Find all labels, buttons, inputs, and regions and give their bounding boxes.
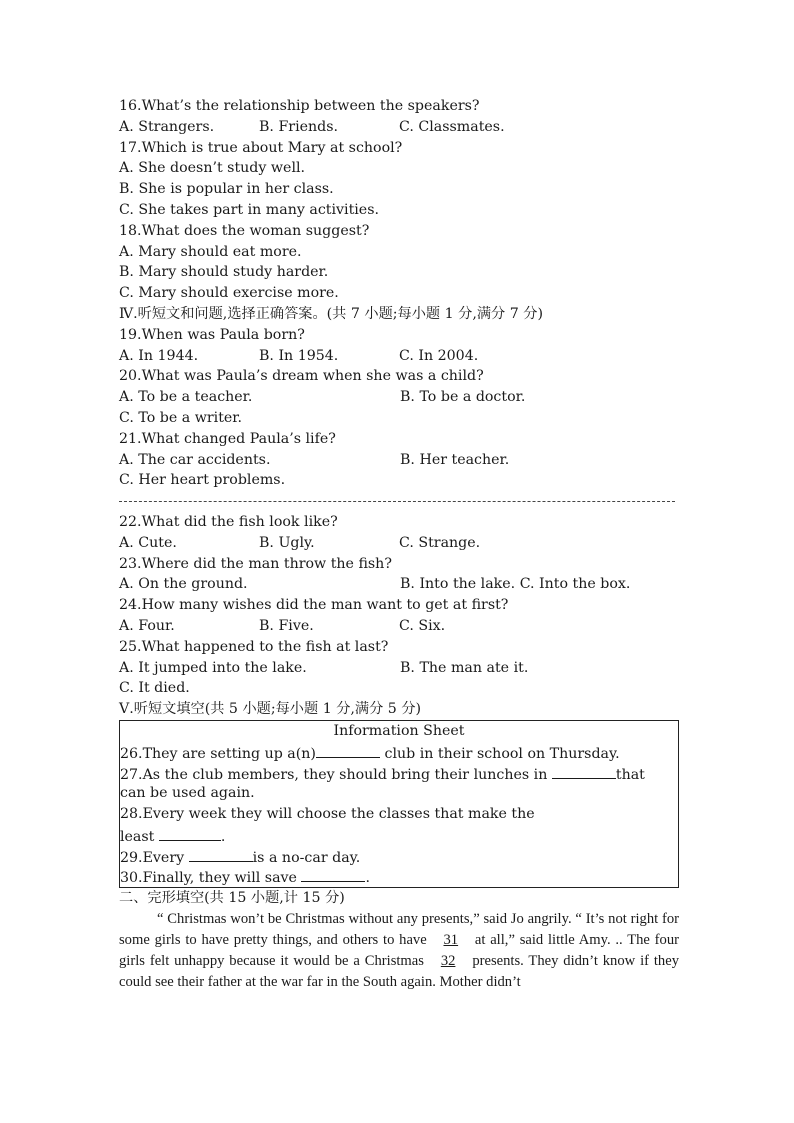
question-17-stem: 17.Which is true about Mary at school? [119,139,403,156]
information-sheet-box [119,720,679,888]
option-a: A. Strangers. [119,118,215,135]
question-27-continued: can be used again. [120,785,255,802]
question-16-stem: 16.What’s the relationship between the speakers? [119,98,480,114]
option-a: A. It jumped into the lake. [119,659,307,676]
option-b: B. In 1954. [259,347,339,364]
option-b: B. The man ate it. [400,659,529,676]
information-sheet-title: Information Sheet [333,722,465,739]
option-c: C. Classmates. [399,118,505,135]
question-22-stem: 22.What did the fish look like? [119,513,338,530]
option-b: B. To be a doctor. [400,389,526,406]
option-a: A. She doesn’t study well. [119,160,306,177]
section-4-heading: Ⅳ.听短文和问题,选择正确答案。(共 7 小题;每小题 1 分,满分 7 分) [119,305,544,322]
option-a: A. Four. [119,617,175,634]
option-a: A. The car accidents. [119,451,271,468]
question-16-options [119,117,679,138]
question-26: 26.They are setting up a(n) club in their school on Thursday. [120,742,678,763]
question-25-options [119,658,679,679]
question-20-stem: 20.What was Paula’s dream when she was a child? [119,368,484,385]
question-25-stem: 25.What happened to the fish at last? [119,638,389,655]
cloze-paragraph: “ Christmas won’t be Christmas without any presents,” said Jo angrily. “ It’s not right for some girls to have pretty things, and others to have 31 at all,” said little Amy. .. The four girls felt unhappy because it would be a Christmas 32 presents. They didn’t know if they could see their father at the war far in the South again. Mother didn’t [119,911,679,991]
question-19-options [119,346,679,367]
option-b: B. Five. [259,617,314,634]
option-b: B. She is popular in her class. [119,181,334,198]
option-c: C. It died. [119,680,190,697]
option-c: C. Mary should exercise more. [119,285,339,302]
option-a: A. To be a teacher. [119,389,253,406]
option-c: C. She takes part in many activities. [119,201,379,218]
option-b: B. Mary should study harder. [119,264,329,281]
question-23-options [119,574,679,595]
question-28-line-2: least . [120,825,678,846]
option-c: C. Her heart problems. [119,472,286,489]
answer-blank-30[interactable] [301,866,365,882]
question-29: 29.Every is a no-car day. [120,846,678,867]
option-a: A. In 1944. [119,347,199,364]
option-a: A. Cute. [119,534,177,551]
question-22-options [119,533,679,554]
cloze-blank-32[interactable]: 32 [440,953,456,970]
question-23-stem: 23.Where did the man throw the fish? [119,555,392,572]
answer-blank-26[interactable] [316,742,380,758]
question-20-options [119,387,679,408]
dashed-divider [119,491,679,512]
option-b: B. Her teacher. [400,451,510,468]
answer-blank-27[interactable] [552,763,616,779]
option-a: A. On the ground. [119,576,248,593]
cloze-passage [119,909,679,993]
question-28-line-1: 28.Every week they will choose the classes that make the [120,806,535,823]
option-c: C. Six. [399,617,446,634]
question-21-options [119,450,679,471]
question-24-stem: 24.How many wishes did the man want to get at first? [119,597,509,614]
option-b-c: B. Into the lake. C. Into the box. [400,576,631,593]
question-30: 30.Finally, they will save . [120,866,678,887]
answer-blank-28[interactable] [159,825,221,841]
part-2-heading: 二、完形填空(共 15 小题,计 15 分) [119,890,345,907]
answer-blank-29[interactable] [189,846,253,862]
question-21-stem: 21.What changed Paula’s life? [119,430,336,447]
cloze-blank-31[interactable]: 31 [443,932,459,949]
question-27: 27.As the club members, they should bring their lunches in that [120,763,678,784]
option-c: C. Strange. [399,534,481,551]
question-18-stem: 18.What does the woman suggest? [119,222,370,239]
exam-page [119,96,679,993]
option-c: C. To be a writer. [119,409,243,426]
question-24-options [119,616,679,637]
option-a: A. Mary should eat more. [119,243,302,260]
option-b: B. Friends. [259,118,339,135]
section-5-heading: Ⅴ.听短文填空(共 5 小题;每小题 1 分,满分 5 分) [119,701,422,718]
option-c: C. In 2004. [399,347,479,364]
question-19-stem: 19.When was Paula born? [119,326,305,343]
option-b: B. Ugly. [259,534,315,551]
